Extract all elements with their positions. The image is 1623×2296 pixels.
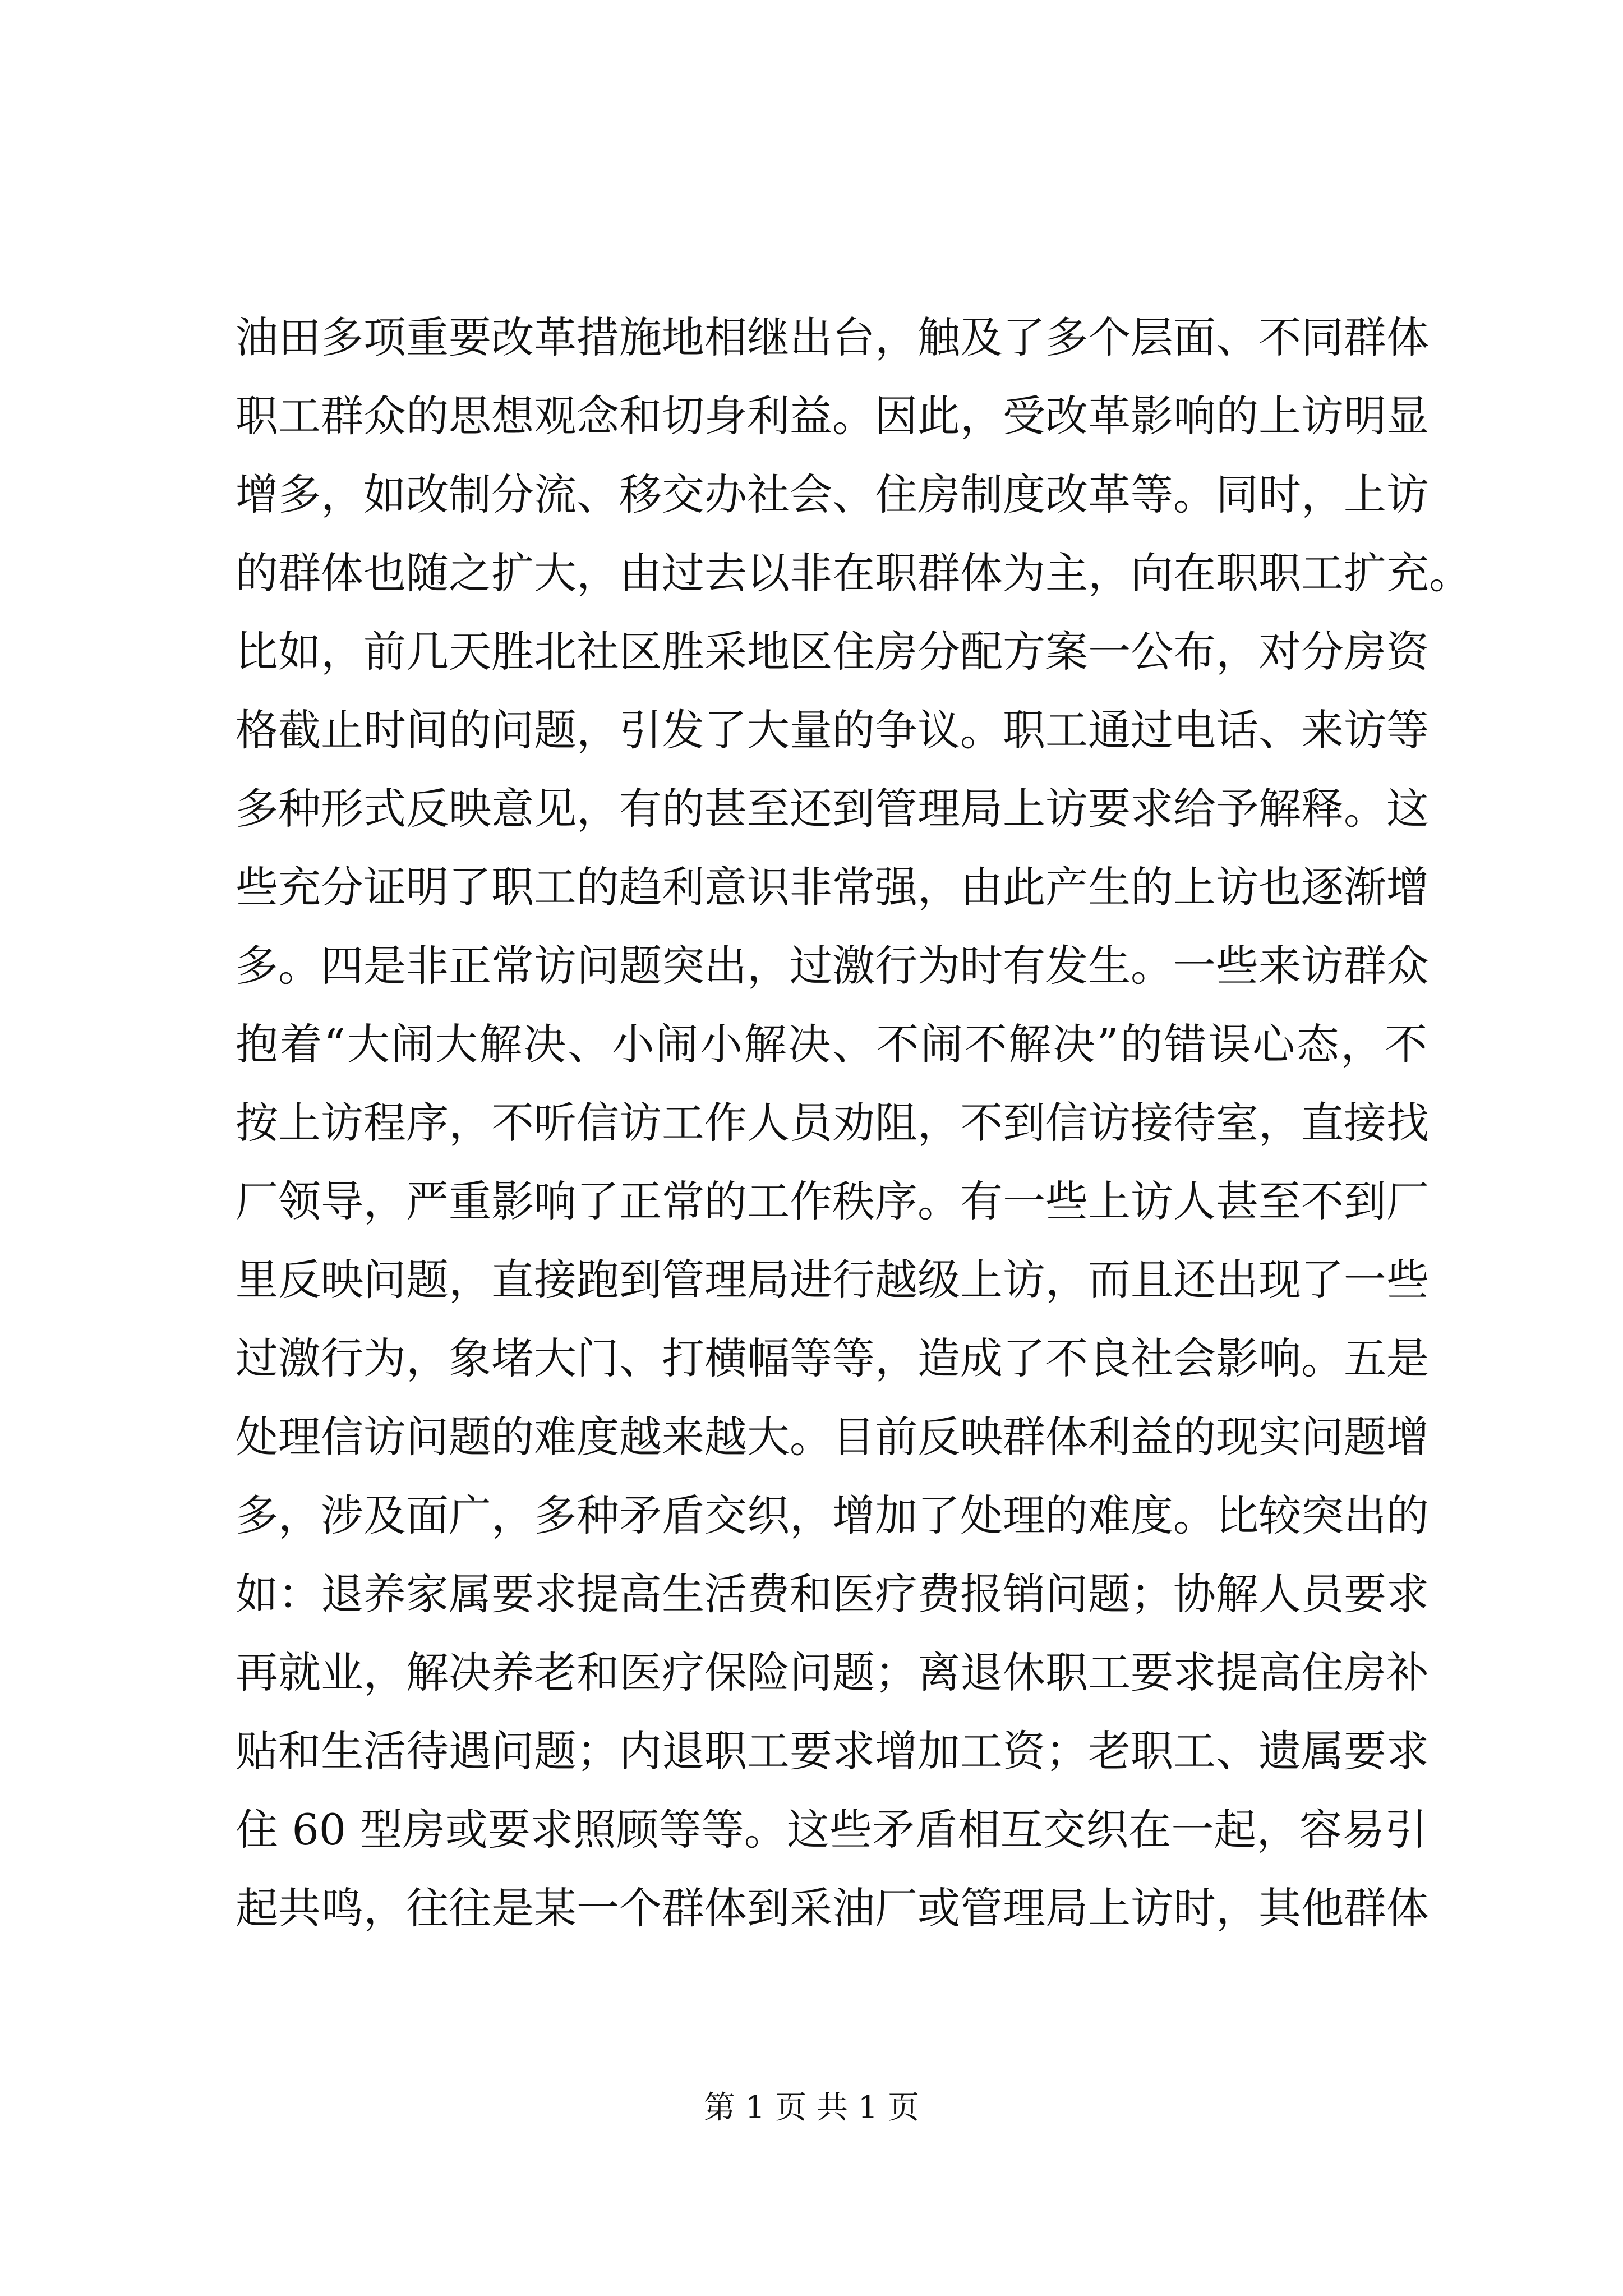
document-body: [236, 298, 1472, 1948]
text-line-16: 多，涉及面广，多种矛盾交织，增加了处理的难度。比较突出的: [236, 1490, 1429, 1540]
text-line-18: 再就业，解决养老和医疗保险问题；离退休职工要求提高住房补: [236, 1648, 1429, 1697]
text-line-10: 抱着“大闹大解决、小闹小解决、不闹不解决”的错误心态，不: [236, 1019, 1427, 1069]
text-line-12: 厂领导，严重影响了正常的工作秩序。有一些上访人甚至不到厂: [236, 1176, 1429, 1226]
text-line-1: 油田多项重要改革措施地相继出台，触及了多个层面、不同群体: [236, 312, 1429, 362]
text-line-19: 贴和生活待遇问题；内退职工要求增加工资；老职工、遗属要求: [236, 1726, 1429, 1776]
text-line-14: 过激行为，象堵大门、打横幅等等，造成了不良社会影响。五是: [236, 1333, 1429, 1383]
text-line-2: 职工群众的思想观念和切身利益。因此，受改革影响的上访明显: [236, 391, 1429, 441]
text-line-4: 的群体也随之扩大，由过去以非在职群体为主，向在职职工扩充。: [236, 548, 1472, 598]
text-line-21: 起共鸣，往往是某一个群体到采油厂或管理局上访时，其他群体: [236, 1883, 1429, 1933]
text-line-6: 格截止时间的问题，引发了大量的争议。职工通过电话、来访等: [236, 705, 1429, 755]
page-footer: 第 1 页 共 1 页: [703, 2090, 920, 2126]
text-line-20: 住 60 型房或要求照顾等等。这些矛盾相互交织在一起，容易引: [236, 1805, 1427, 1855]
text-line-17: 如：退养家属要求提高生活费和医疗费报销问题；协解人员要求: [236, 1569, 1429, 1619]
text-line-3: 增多，如改制分流、移交办社会、住房制度改革等。同时，上访: [236, 470, 1429, 519]
text-line-5: 比如，前几天胜北社区胜采地区住房分配方案一公布，对分房资: [236, 627, 1429, 677]
text-line-13: 里反映问题，直接跑到管理局进行越级上访，而且还出现了一些: [236, 1255, 1429, 1305]
text-line-11: 按上访程序，不听信访工作人员劝阻，不到信访接待室，直接找: [236, 1098, 1429, 1148]
text-line-8: 些充分证明了职工的趋利意识非常强，由此产生的上访也逐渐增: [236, 862, 1429, 912]
text-line-9: 多。四是非正常访问题突出，过激行为时有发生。一些来访群众: [236, 941, 1429, 991]
text-line-15: 处理信访问题的难度越来越大。目前反映群体利益的现实问题增: [236, 1412, 1429, 1462]
text-line-7: 多种形式反映意见，有的甚至还到管理局上访要求给予解释。这: [236, 784, 1429, 834]
